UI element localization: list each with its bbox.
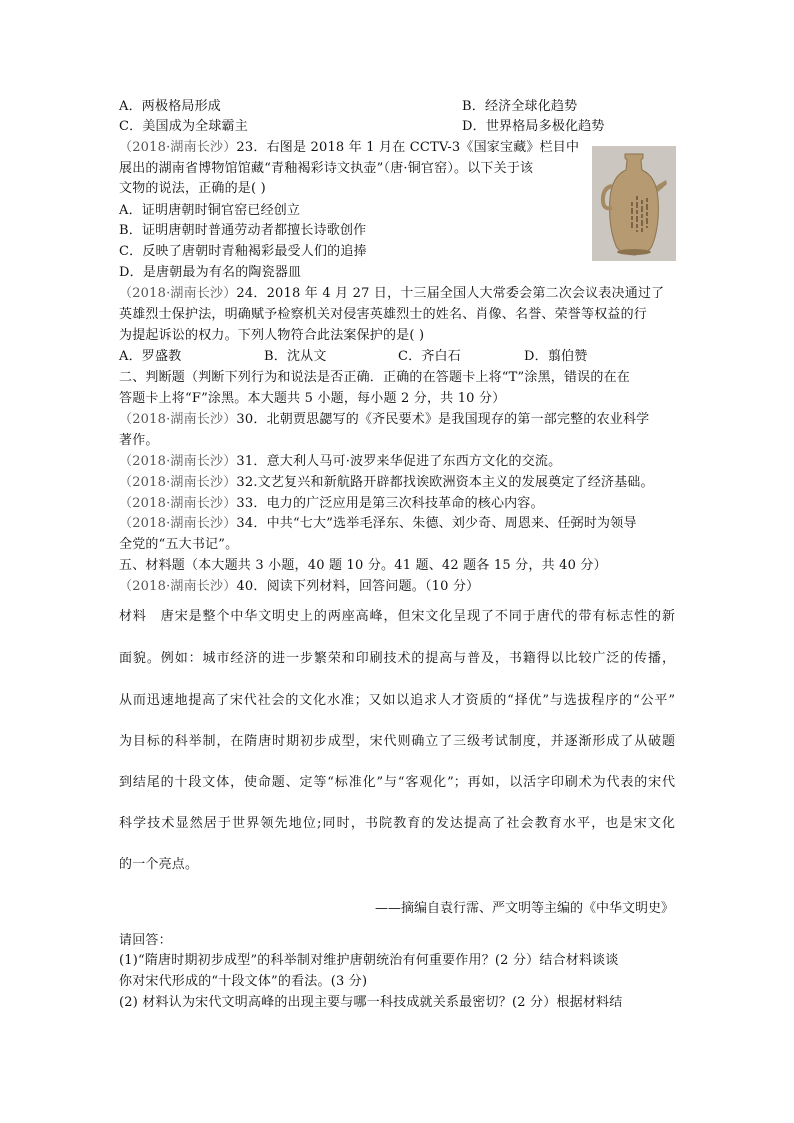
q23-line-1	[119, 139, 579, 157]
q22-option-d: D．世界格局多极化趋势	[462, 119, 605, 134]
material-line-3: 从而迅速地提高了宋代社会的文化水准；又如以追求人才资质的“择优”与选拔程序的“公平”	[119, 693, 675, 708]
q24-line-3: 为提起诉讼的权力。下列人物符合此法案保护的是( )	[119, 328, 425, 343]
q30-text-1: 30．北朝贾思勰写的《齐民要术》是我国现存的第一部完整的农业科学	[236, 412, 650, 427]
q22-option-b: B．经济全球化趋势	[462, 99, 578, 114]
q22-option-row-1	[119, 98, 578, 116]
q23-option-b: B．证明唐朝时普通劳动者都擅长诗歌创作	[119, 223, 367, 238]
section-2-heading-1: 二、判断题（判断下列行为和说法是否正确．正确的在答题卡上将“T”涂黑，错误的在在	[119, 370, 630, 385]
q33-text: 33．电力的广泛应用是第三次科技革命的核心内容。	[236, 496, 544, 511]
q30-line-1	[119, 411, 649, 429]
answer-line-1: (1)“隋唐时期初步成型”的科举制对维护唐朝统治有何重要作用？(2 分）结合材料谈谈	[119, 953, 619, 968]
answer-line-3: (2) 材料认为宋代文明高峰的出现主要与哪一科技成就关系最密切？(2 分）根据材料结	[119, 995, 623, 1010]
section-2-heading-2: 答题卡上将“F”涂黑。本大题共 5 小题，每小题 2 分，共 10 分）	[119, 391, 506, 406]
q32-source: （2018·湖南长沙）	[119, 475, 237, 490]
q24-line-1	[119, 285, 664, 303]
q22-option-row-2	[119, 118, 605, 136]
q24-source: （2018·湖南长沙）	[119, 286, 237, 301]
q23-option-a: A．证明唐朝时铜官窑已经创立	[119, 203, 301, 218]
material-line-5: 到结尾的十段文体，使命题、定等“标准化”与“客观化”；再如，以活字印刷术为代表的宋代	[119, 775, 675, 790]
answer-line-2: 你对宋代形成的“十段文体”的看法。(3 分)	[119, 974, 368, 989]
q31-text: 31．意大利人马可·波罗来华促进了东西方文化的交流。	[236, 454, 562, 469]
q23-line-3: 文物的说法，正确的是( )	[119, 181, 266, 196]
q40-text: 40．阅读下列材料，回答问题。（10 分）	[236, 579, 480, 594]
q34-text-1: 34．中共“七大”选举毛泽东、朱德、刘少奇、周恩来、任弼时为领导	[236, 516, 637, 531]
q40-line	[119, 578, 479, 596]
q24-option-d: D．翦伯赞	[524, 349, 588, 364]
q30-line-2: 著作。	[119, 433, 159, 448]
material-line-4: 为目标的科举制，在隋唐时期初步成型，宋代则确立了三级考试制度，并逐渐形成了从破题	[119, 734, 675, 749]
q24-line-2: 英雄烈士保护法，明确赋予检察机关对侵害英雄烈士的姓名、肖像、名誉、荣誉等权益的行	[119, 307, 648, 322]
answer-prompt: 请回答：	[119, 933, 172, 948]
q23-source: （2018·湖南长沙）	[119, 140, 237, 155]
q23-option-c: C．反映了唐朝时青釉褐彩最受人们的追捧	[119, 244, 367, 259]
q22-option-a: A．两极格局形成	[119, 99, 221, 114]
q24-option-b: B．沈从文	[264, 349, 327, 364]
material-line-1: 材料 唐宋是整个中华文明史上的两座高峰，但宋文化呈现了不同于唐代的带有标志性的新	[119, 609, 675, 624]
material-citation: ——摘编自袁行霈、严文明等主编的《中华文明史》	[374, 901, 674, 916]
q32-text: 32.文艺复兴和新航路开辟都找诶欧洲资本主义的发展奠定了经济基础。	[236, 475, 654, 490]
q31-line	[119, 453, 561, 471]
q22-option-c: C．美国成为全球霸主	[119, 119, 248, 134]
q31-source: （2018·湖南长沙）	[119, 454, 237, 469]
q23-option-d: D．是唐朝最为有名的陶瓷器皿	[119, 265, 302, 280]
material-line-7: 的一个亮点。	[119, 857, 199, 872]
q24-option-c: C．齐白石	[398, 349, 461, 364]
q24-text-1: 24．2018 年 4 月 27 日，十三届全国人大常委会第二次会议表决通过了	[236, 286, 665, 301]
vase-image-icon	[592, 146, 676, 261]
section-5-heading: 五、材料题（本大题共 3 小题，40 题 10 分。41 题、42 题各 15 分，共 40 分）	[119, 558, 607, 573]
q24-option-a: A．罗盛教	[119, 349, 182, 364]
material-line-2: 面貌。例如：城市经济的进一步繁荣和印刷技术的提高与普及，书籍得以比较广泛的传播，	[119, 651, 675, 666]
q34-line-1	[119, 515, 637, 533]
q30-source: （2018·湖南长沙）	[119, 412, 237, 427]
q40-source: （2018·湖南长沙）	[119, 579, 237, 594]
q33-line	[119, 495, 544, 513]
q33-source: （2018·湖南长沙）	[119, 496, 237, 511]
q32-line	[119, 474, 654, 492]
q34-line-2: 全党的“五大书记”。	[119, 537, 239, 552]
vase-photo	[592, 146, 676, 261]
q23-text-1: 23．右图是 2018 年 1 月在 CCTV-3《国家宝藏》栏目中	[236, 140, 580, 155]
q34-source: （2018·湖南长沙）	[119, 516, 237, 531]
q23-line-2: 展出的湖南省博物馆馆藏“青釉褐彩诗文执壶”（唐·铜官窑）。以下关于该	[119, 161, 534, 176]
material-line-6: 科学技术显然居于世界领先地位;同时，书院教育的发达提高了社会教育水平，也是宋文化	[119, 816, 675, 831]
